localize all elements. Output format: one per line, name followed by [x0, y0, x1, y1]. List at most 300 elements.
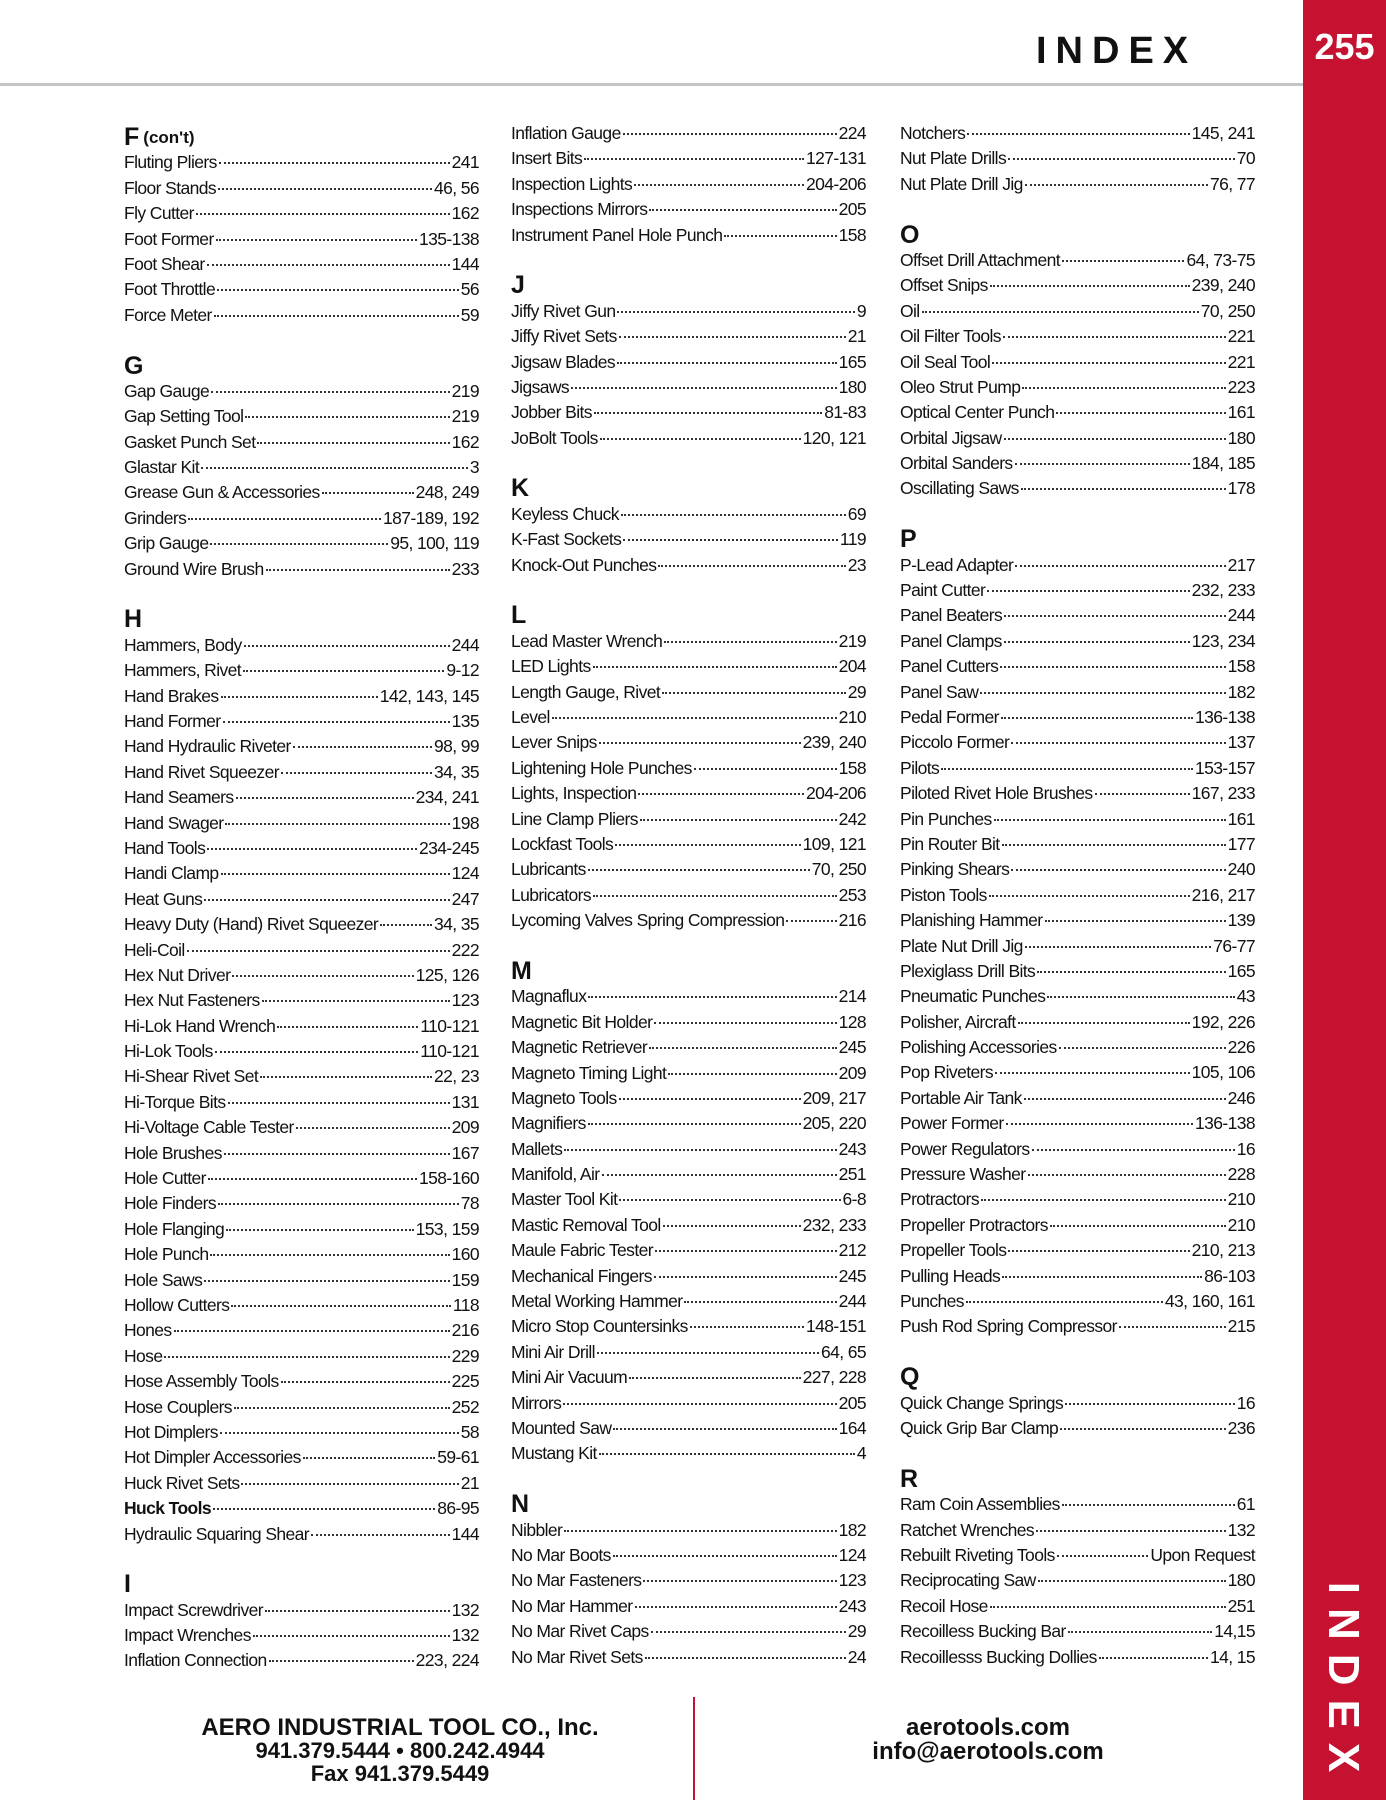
dot-leader: [1024, 1098, 1226, 1100]
dot-leader: [599, 742, 801, 744]
entry-name: Quick Grip Bar Clamp: [900, 1417, 1059, 1438]
index-entry: [511, 299, 866, 324]
index-entry: [124, 1191, 479, 1216]
entry-page-ref: 9: [856, 300, 866, 321]
entry-page-ref: 212: [838, 1240, 866, 1261]
entry-name: Knock-Out Punches: [511, 554, 657, 575]
entry-page-ref: 180: [1227, 1570, 1255, 1591]
dot-leader: [941, 768, 1193, 770]
entry-name: Reciprocating Saw: [900, 1570, 1036, 1591]
entry-name: Inspections Mirrors: [511, 199, 648, 220]
entry-page-ref: 232, 233: [1191, 580, 1255, 601]
heading-letter: F: [124, 122, 140, 151]
index-entry: [124, 1420, 479, 1445]
entry-page-ref: 76, 77: [1209, 173, 1255, 194]
heading-letter: R: [900, 1464, 919, 1493]
entry-page-ref: 76-77: [1213, 935, 1255, 956]
entry-name: Pilots: [900, 757, 940, 778]
dot-leader: [588, 869, 810, 871]
entry-name: Oleo Strut Pump: [900, 376, 1021, 397]
entry-name: Ram Coin Assemblies: [900, 1494, 1060, 1515]
section-letter-heading: [511, 451, 866, 502]
index-entry: [511, 1645, 866, 1670]
entry-name: Heavy Duty (Hand) Rivet Squeezer: [124, 914, 379, 935]
dot-leader: [241, 1483, 458, 1485]
entry-name: Hand Brakes: [124, 685, 219, 706]
dot-leader: [322, 492, 414, 494]
dot-leader: [380, 924, 432, 926]
index-entry: [900, 553, 1255, 578]
dot-leader: [281, 1381, 450, 1383]
index-column-2: [511, 121, 866, 1670]
entry-page-ref: 252: [451, 1396, 479, 1417]
index-entry: [511, 1416, 866, 1441]
index-entry: [124, 1496, 479, 1521]
entry-page-ref: 243: [838, 1595, 866, 1616]
entry-name: JoBolt Tools: [511, 427, 598, 448]
index-entry: [124, 684, 479, 709]
index-entry: [900, 121, 1255, 146]
index-entry: [124, 1090, 479, 1115]
heading-letter: P: [900, 525, 917, 554]
index-entry: [511, 807, 866, 832]
dot-leader: [1050, 1225, 1226, 1227]
entry-name: Propeller Protractors: [900, 1214, 1048, 1235]
entry-page-ref: 148-151: [805, 1316, 866, 1337]
index-entry: [900, 984, 1255, 1009]
entry-page-ref: 244: [1227, 605, 1255, 626]
entry-name: Hose Couplers: [124, 1396, 232, 1417]
index-entry: [900, 350, 1255, 375]
entry-page-ref: 210: [1227, 1214, 1255, 1235]
dot-leader: [1047, 996, 1234, 998]
entry-name: Grinders: [124, 507, 187, 528]
index-entry: [124, 1268, 479, 1293]
entry-name: Mallets: [511, 1138, 563, 1159]
index-entry: [124, 201, 479, 226]
dot-leader: [236, 797, 414, 799]
section-letter-heading: [124, 582, 479, 633]
dot-leader: [621, 514, 846, 516]
entry-page-ref: 227, 228: [802, 1367, 866, 1388]
entry-name: Hex Nut Fasteners: [124, 990, 260, 1011]
index-entry: [124, 379, 479, 404]
dot-leader: [1068, 1631, 1212, 1633]
entry-name: Protractors: [900, 1189, 979, 1210]
dot-leader: [196, 213, 450, 215]
dot-leader: [619, 1199, 840, 1201]
entry-page-ref: 247: [451, 888, 479, 909]
index-entry: [511, 629, 866, 654]
dot-leader: [213, 1508, 435, 1510]
dot-leader: [1001, 717, 1193, 719]
dot-leader: [617, 311, 854, 313]
dot-leader: [619, 336, 846, 338]
entry-page-ref: 228: [1227, 1164, 1255, 1185]
phone-numbers: 941.379.5444 • 800.242.4944: [255, 1738, 545, 1763]
dot-leader: [594, 412, 822, 414]
entry-name: Hole Finders: [124, 1193, 217, 1214]
entry-name: Mechanical Fingers: [511, 1265, 652, 1286]
entry-page-ref: 70, 250: [811, 859, 866, 880]
index-entry: [511, 1213, 866, 1238]
index-entry: [511, 1137, 866, 1162]
entry-name: P-Lead Adapter: [900, 554, 1014, 575]
entry-page-ref: 205: [838, 199, 866, 220]
index-entry: [124, 1369, 479, 1394]
entry-name: Master Tool Kit: [511, 1189, 618, 1210]
entry-name: Hand Seamers: [124, 787, 234, 808]
entry-page-ref: 251: [1227, 1595, 1255, 1616]
entry-page-ref: 234, 241: [415, 787, 479, 808]
index-entry: [900, 1518, 1255, 1543]
index-entry: [900, 1289, 1255, 1314]
dot-leader: [1065, 1403, 1235, 1405]
entry-page-ref: 144: [451, 1523, 479, 1544]
index-entry: [900, 426, 1255, 451]
page-number: 255: [1314, 26, 1375, 67]
dot-leader: [564, 1530, 836, 1532]
dot-leader: [645, 1657, 846, 1659]
index-entry: [124, 811, 479, 836]
entry-name: Pedal Former: [900, 707, 999, 728]
entry-page-ref: 64, 65: [820, 1341, 866, 1362]
dot-leader: [654, 1022, 836, 1024]
entry-page-ref: 14,15: [1214, 1621, 1255, 1642]
index-entry: [124, 1318, 479, 1343]
index-entry: [900, 705, 1255, 730]
side-tab-label: INDEX: [1319, 1581, 1368, 1787]
index-entry: [511, 857, 866, 882]
entry-name: Lead Master Wrench: [511, 630, 663, 651]
index-entry: [511, 426, 866, 451]
entry-page-ref: 59: [460, 304, 479, 325]
email-link[interactable]: info@aerotools.com: [872, 1738, 1104, 1765]
entry-page-ref: 131: [451, 1091, 479, 1112]
entry-name: Mini Air Drill: [511, 1341, 595, 1362]
dot-leader: [1004, 615, 1225, 617]
dot-leader: [218, 188, 432, 190]
dot-leader: [1006, 1123, 1193, 1125]
entry-page-ref: 56: [460, 279, 479, 300]
entry-name: Magnetic Retriever: [511, 1037, 648, 1058]
dot-leader: [655, 1250, 837, 1252]
index-entry: [124, 557, 479, 582]
dot-leader: [1062, 260, 1184, 262]
entry-page-ref: 204-206: [805, 783, 866, 804]
entry-page-ref: 224: [838, 123, 866, 143]
index-entry: [511, 984, 866, 1009]
entry-name: Level: [511, 707, 550, 728]
entry-page-ref: 124: [838, 1544, 866, 1565]
entry-name: Magneto Timing Light: [511, 1062, 667, 1083]
index-entry: [511, 553, 866, 578]
entry-name: Hex Nut Driver: [124, 964, 231, 985]
index-entry: [900, 654, 1255, 679]
dot-leader: [623, 539, 838, 541]
entry-page-ref: 29: [847, 1621, 866, 1642]
index-entry: [511, 1340, 866, 1365]
entry-page-ref: 229: [451, 1345, 479, 1366]
entry-name: Polisher, Aircraft: [900, 1011, 1016, 1032]
index-entry: [900, 781, 1255, 806]
entry-page-ref: 243: [838, 1138, 866, 1159]
entry-name: Piloted Rivet Hole Brushes: [900, 783, 1093, 804]
index-column-3: [900, 121, 1255, 1670]
index-entry: [900, 578, 1255, 603]
entry-page-ref: 216: [451, 1320, 479, 1341]
index-entry: [511, 400, 866, 425]
dot-leader: [223, 721, 450, 723]
entry-page-ref: 125, 126: [415, 964, 479, 985]
entry-name: Foot Former: [124, 228, 214, 249]
website-link[interactable]: aerotools.com: [905, 1714, 1071, 1741]
entry-name: Planishing Hammer: [900, 910, 1043, 931]
entry-page-ref: 70: [1236, 148, 1255, 169]
dot-leader: [980, 692, 1225, 694]
entry-name: Hi-Shear Rivet Set: [124, 1066, 259, 1087]
dot-leader: [1032, 1149, 1235, 1151]
index-entry: [124, 227, 479, 252]
entry-name: Mounted Saw: [511, 1417, 612, 1438]
index-entry: [511, 1035, 866, 1060]
entry-name: Panel Beaters: [900, 605, 1003, 626]
entry-page-ref: 226: [1227, 1037, 1255, 1058]
dot-leader: [966, 1301, 1163, 1303]
dot-leader: [571, 387, 837, 389]
entry-page-ref: 153-157: [1194, 757, 1255, 778]
dot-leader: [684, 1301, 836, 1303]
entry-page-ref: 184, 185: [1191, 453, 1255, 474]
index-entry: [124, 1445, 479, 1470]
dot-leader: [588, 1123, 801, 1125]
dot-leader: [1062, 1504, 1235, 1506]
dot-leader: [1021, 488, 1226, 490]
index-entry: [511, 223, 866, 248]
entry-page-ref: Upon Request: [1150, 1544, 1255, 1565]
index-entry: [124, 1242, 479, 1267]
dot-leader: [243, 670, 444, 672]
entry-page-ref: 132: [1227, 1519, 1255, 1540]
dot-leader: [602, 1174, 837, 1176]
dot-leader: [1011, 869, 1225, 871]
entry-page-ref: 223, 224: [415, 1650, 479, 1671]
dot-leader: [164, 1356, 449, 1358]
index-entry: [124, 887, 479, 912]
dot-leader: [228, 1102, 450, 1104]
entry-name: Mustang Kit: [511, 1443, 597, 1464]
index-entry: [900, 1645, 1255, 1670]
entry-page-ref: 3: [469, 457, 479, 478]
entry-page-ref: 225: [451, 1371, 479, 1392]
dot-leader: [204, 1280, 449, 1282]
section-letter-heading: [511, 248, 866, 299]
dot-leader: [989, 895, 1190, 897]
index-entry: [511, 908, 866, 933]
entry-page-ref: 219: [838, 630, 866, 651]
index-entry: [900, 883, 1255, 908]
entry-page-ref: 221: [1227, 326, 1255, 347]
company-name: AERO INDUSTRIAL TOOL CO., Inc.: [201, 1714, 599, 1741]
entry-name: Mini Air Vacuum: [511, 1367, 628, 1388]
entry-name: Magneto Tools: [511, 1087, 617, 1108]
dot-leader: [293, 746, 432, 748]
heading-letter: J: [511, 271, 525, 300]
dot-leader: [1004, 641, 1190, 643]
entry-page-ref: 16: [1236, 1138, 1255, 1159]
entry-page-ref: 64, 73-75: [1186, 249, 1255, 270]
dot-leader: [277, 1026, 418, 1028]
entry-page-ref: 162: [451, 203, 479, 224]
heading-letter: H: [124, 605, 143, 634]
entry-page-ref: 248, 249: [415, 482, 479, 503]
entry-name: Pulling Heads: [900, 1265, 1001, 1286]
entry-page-ref: 177: [1227, 833, 1255, 854]
section-letter-heading: [124, 1547, 479, 1598]
index-entry: [511, 1010, 866, 1035]
entry-name: Hi-Lok Tools: [124, 1041, 213, 1062]
entry-name: Hydraulic Squaring Shear: [124, 1523, 310, 1544]
index-entry: [900, 1137, 1255, 1162]
entry-page-ref: 105, 106: [1191, 1062, 1255, 1083]
entry-page-ref: 34, 35: [433, 761, 479, 782]
index-entry: [900, 959, 1255, 984]
entry-name: Grip Gauge: [124, 533, 209, 554]
entry-name: Hand Swager: [124, 812, 224, 833]
entry-name: Impact Wrenches: [124, 1625, 251, 1646]
dot-leader: [1056, 412, 1225, 414]
dot-leader: [221, 873, 450, 875]
entry-name: Push Rod Spring Compressor: [900, 1316, 1117, 1337]
index-entry: [124, 277, 479, 302]
entry-page-ref: 187-189, 192: [383, 507, 479, 528]
dot-leader: [234, 1407, 450, 1409]
entry-name: Glastar Kit: [124, 457, 200, 478]
entry-page-ref: 214: [838, 986, 866, 1007]
dot-leader: [1025, 184, 1208, 186]
heading-letter: Q: [900, 1363, 920, 1392]
entry-name: Pin Punches: [900, 808, 992, 829]
entry-page-ref: 29: [847, 681, 866, 702]
entry-name: Orbital Sanders: [900, 453, 1013, 474]
dot-leader: [211, 391, 450, 393]
dot-leader: [215, 1051, 418, 1053]
entry-name: Pinking Shears: [900, 859, 1010, 880]
entry-name: Inflation Gauge: [511, 123, 621, 143]
dot-leader: [1057, 1555, 1149, 1557]
entry-name: Gap Gauge: [124, 380, 210, 401]
dot-leader: [1045, 920, 1226, 922]
dot-leader: [260, 1076, 432, 1078]
entry-page-ref: 43, 160, 161: [1164, 1291, 1255, 1311]
entry-name: Lycoming Valves Spring Compression: [511, 910, 785, 931]
dot-leader: [992, 362, 1225, 364]
entry-name: Gap Setting Tool: [124, 406, 244, 427]
dot-leader: [232, 975, 413, 977]
section-letter-heading: [511, 1467, 866, 1518]
index-entry: [511, 527, 866, 552]
dot-leader: [1060, 1428, 1225, 1430]
index-entry: [124, 1166, 479, 1191]
dot-leader: [599, 1453, 855, 1455]
entry-name: Lights, Inspection: [511, 783, 637, 804]
entry-name: Foot Shear: [124, 253, 205, 274]
entry-name: Offset Snips: [900, 275, 988, 296]
footer-divider: [693, 1697, 695, 1800]
index-entry: [900, 1060, 1255, 1085]
entry-name: Notchers: [900, 123, 966, 143]
dot-leader: [668, 1073, 836, 1075]
index-entry: [511, 730, 866, 755]
dot-leader: [649, 1047, 837, 1049]
entry-name: Fluting Pliers: [124, 152, 217, 173]
section-letter-heading: [124, 328, 479, 379]
index-entry: [900, 756, 1255, 781]
entry-page-ref: 110-121: [420, 1041, 479, 1062]
entry-name: Hand Tools: [124, 837, 206, 858]
index-entry: [900, 146, 1255, 171]
dot-leader: [1011, 742, 1225, 744]
index-entry: [900, 248, 1255, 273]
dot-leader: [207, 264, 450, 266]
index-entry: [124, 455, 479, 480]
entry-name: Hose Assembly Tools: [124, 1371, 279, 1392]
index-entry: [900, 832, 1255, 857]
entry-page-ref: 216, 217: [1191, 884, 1255, 905]
entry-name: Oil Seal Tool: [900, 351, 991, 372]
entry-name: Mastic Removal Tool: [511, 1214, 661, 1235]
dot-leader: [1015, 565, 1225, 567]
index-entry: [900, 273, 1255, 298]
entry-name: Orbital Jigsaw: [900, 427, 1002, 448]
entry-page-ref: 158: [838, 224, 866, 245]
entry-name: Lubricators: [511, 884, 591, 905]
entry-name: Lockfast Tools: [511, 833, 614, 854]
dot-leader: [1008, 158, 1235, 160]
index-entry: [900, 908, 1255, 933]
fax-number: Fax 941.379.5449: [310, 1761, 490, 1786]
dot-leader: [296, 1127, 450, 1129]
entry-name: Magnetic Bit Holder: [511, 1011, 653, 1032]
dot-leader: [1036, 1530, 1226, 1532]
dot-leader: [265, 1610, 450, 1612]
entry-name: No Mar Hammer: [511, 1595, 633, 1616]
entry-name: Oil Filter Tools: [900, 326, 1001, 347]
index-entry: [900, 603, 1255, 628]
entry-page-ref: 4: [856, 1443, 866, 1464]
dot-leader: [303, 1457, 435, 1459]
index-entry: [511, 375, 866, 400]
dot-leader: [218, 1203, 459, 1205]
entry-page-ref: 253: [838, 884, 866, 905]
entry-page-ref: 6-8: [842, 1189, 866, 1210]
entry-page-ref: 120, 121: [802, 427, 866, 448]
index-entry: [124, 912, 479, 937]
entry-name: Heat Guns: [124, 888, 203, 909]
entry-page-ref: 132: [451, 1625, 479, 1646]
entry-name: Offset Drill Attachment: [900, 249, 1060, 270]
index-entry: [511, 756, 866, 781]
dot-leader: [224, 1153, 450, 1155]
entry-page-ref: 221: [1227, 351, 1255, 372]
entry-page-ref: 182: [838, 1519, 866, 1540]
index-entry: [900, 1035, 1255, 1060]
entry-name: Paint Cutter: [900, 580, 986, 601]
index-entry: [511, 1264, 866, 1289]
entry-page-ref: 144: [451, 253, 479, 274]
entry-page-ref: 165: [1227, 960, 1255, 981]
entry-page-ref: 24: [847, 1646, 866, 1667]
